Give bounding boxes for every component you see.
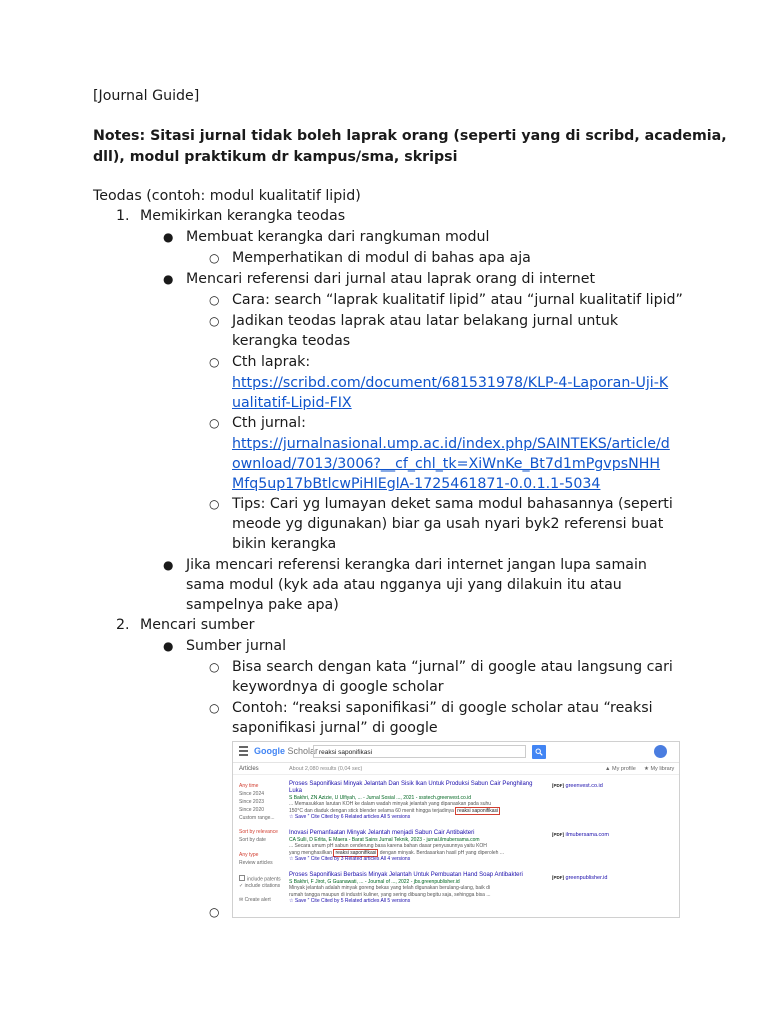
include-citations-option (239, 883, 280, 890)
search-icon (535, 748, 543, 756)
mail-icon: ✉ (239, 897, 244, 903)
list-item: Cth laprak: (232, 354, 311, 370)
pdf-link (552, 832, 609, 838)
result-actions: ☆ Save ” Cite Cited by 3 Related articles All 4 versions (289, 856, 411, 863)
logo-google-text: Google (254, 746, 285, 756)
filter-any-time: Any time (239, 783, 259, 789)
list-item: Cth jurnal: (232, 415, 306, 431)
laprak-link[interactable]: https://scribd.com/document/681531978/KLP-4-Laporan-Uji-K (232, 375, 669, 391)
filter-review-articles: Review articles (239, 860, 273, 866)
bullet-icon: ● (163, 272, 174, 286)
sort-relevance: Sort by relevance (239, 829, 278, 835)
include-patents-label: include patents (247, 876, 281, 883)
checkbox (239, 875, 245, 881)
pdf-domain: greenvest.co.id (565, 783, 603, 789)
my-library-link (644, 765, 674, 773)
notes-line-2: dll), modul praktikum dr kampus/sma, skripsi (93, 149, 458, 165)
circle-bullet-icon: ○ (209, 355, 220, 369)
my-profile-label: My profile (611, 766, 636, 772)
search-button (532, 745, 546, 759)
result-actions: ☆ Save ” Cite Cited by 5 Related articles All 5 versions (289, 898, 411, 905)
filter-any-type: Any type (239, 852, 259, 858)
filter-since-2024: Since 2024 (239, 791, 265, 797)
bullet-icon: ● (163, 558, 174, 572)
list-item: Contoh: “reaksi saponifikasi” di google scholar atau “reaksi (232, 700, 653, 716)
filter-since-2023: Since 2023 (239, 799, 265, 805)
list-item: Bisa search dengan kata “jurnal” di google atau langsung cari (232, 659, 673, 675)
result-snippet: ... Secara umum pH sabun cenderung basa karena bahan dasar penyusunnya yaitu KOH (289, 843, 487, 850)
list-item: Membuat kerangka dari rangkuman modul (186, 229, 490, 245)
notes-line-1: Notes: Sitasi jurnal tidak boleh laprak orang (seperti yang di scribd, academia, (93, 128, 727, 144)
list-item-continued: bikin kerangka (232, 536, 337, 552)
result-authors: CA Sulli, D Erlita, E Maera - Barat Sains Jurnal Teknik, 2023 - jurnal.ilmubersama.com (289, 837, 480, 843)
articles-label: Articles (239, 766, 259, 772)
google-scholar-screenshot (232, 741, 680, 918)
keyword-highlight: reaksi saponifikasi (457, 807, 499, 814)
pdf-link (552, 783, 603, 789)
snippet-text: 150°C dan diaduk dengan stick blender selama 60 menit hingga terjadinya (289, 807, 454, 814)
filter-custom-range: Custom range... (239, 815, 275, 821)
list-item-continued: sampelnya pake apa) (186, 597, 339, 613)
list-item-continued: saponifikasi jurnal” di google (232, 720, 438, 736)
checkmark-icon: ✓ (239, 883, 244, 889)
bullet-icon: ● (163, 639, 174, 653)
list-item: Cara: search “laprak kualitatif lipid” atau “jurnal kualitatif lipid” (232, 292, 683, 308)
results-count: About 2,080 results (0,04 sec) (289, 766, 363, 772)
bullet-icon: ● (163, 230, 174, 244)
jurnal-link-continued[interactable]: ownload/7013/3006?__cf_chl_tk=XiWnKe_Bt7d1mPgvpsNHH (232, 456, 661, 472)
result-snippet: ... Memasukkan larutan KOH ke dalam wadah minyak jelantah yang dipanaskan pada suhu (289, 801, 492, 808)
logo-scholar-text: Scholar (287, 746, 319, 756)
include-citations-label: include citations (244, 883, 281, 889)
scholar-logo (254, 746, 318, 756)
circle-bullet-icon: ○ (209, 416, 220, 430)
result-actions: ☆ Save ” Cite Cited by 6 Related articles All 5 versions (289, 814, 411, 821)
snippet-text: dengan minyak. Berdasarkan hasil pH yang diperoleh ... (379, 849, 504, 856)
step-2-text: Mencari sumber (140, 617, 255, 633)
filter-since-2020: Since 2020 (239, 807, 265, 813)
list-item: Mencari referensi dari jurnal atau laprak orang di internet (186, 271, 596, 287)
search-input: reaksi saponifikasi (313, 745, 526, 758)
list-item-continued: kerangka teodas (232, 333, 351, 349)
circle-bullet-icon: ○ (209, 905, 220, 919)
circle-bullet-icon: ○ (209, 701, 220, 715)
result-snippet: Minyak jelantah adalah minyak goreng bekas yang telah digunakan berulang-ulang, baik di (289, 885, 490, 892)
search-result (289, 830, 544, 863)
snippet-text: yang menghasilkan (289, 849, 333, 856)
result-title: Inovasi Pemanfaatan Minyak Jelantah menjadi Sabun Cair Antibakteri (289, 830, 475, 836)
list-item: Jadikan teodas laprak atau latar belakang jurnal untuk (232, 313, 619, 329)
doc-heading: [Journal Guide] (93, 88, 200, 104)
scholar-header (233, 742, 679, 763)
create-alert-label: Create alert (244, 897, 271, 903)
profile-icon: ▲ (605, 766, 611, 772)
star-icon: ★ (644, 766, 649, 772)
step-2-number: 2. (116, 617, 130, 633)
result-authors: S Bakhri, F Jirot, G Guanawati, ... - Journal of ..., 2022 - jbs.greenpublisher.id (289, 879, 460, 885)
circle-bullet-icon: ○ (209, 251, 220, 265)
menu-icon (239, 746, 248, 756)
pdf-tag: [PDF] (552, 875, 564, 880)
avatar (654, 745, 667, 758)
circle-bullet-icon: ○ (209, 293, 220, 307)
result-title: Proses Saponifikasi Minyak Jelantah Dan Sisik Ikan Untuk Produksi Sabun Cair Penghilang Luka (289, 781, 533, 794)
list-item-continued: meode yg digunakan) biar ga usah nyari byk2 referensi buat (232, 516, 664, 532)
pdf-tag: [PDF] (552, 783, 564, 788)
pdf-domain: ilmubersama.com (565, 832, 609, 838)
list-item: Sumber jurnal (186, 638, 287, 654)
search-result (289, 872, 544, 905)
sort-date: Sort by date (239, 837, 266, 843)
result-title: Proses Saponifikasi Berbasis Minyak Jelantah Untuk Pembuatan Hand Soap Antibakteri (289, 872, 523, 878)
jurnal-link[interactable]: https://jurnalnasional.ump.ac.id/index.php/SAINTEKS/article/d (232, 436, 670, 452)
circle-bullet-icon: ○ (209, 497, 220, 511)
divider (233, 774, 679, 775)
my-library-label: My library (650, 766, 675, 772)
circle-bullet-icon: ○ (209, 660, 220, 674)
jurnal-link-continued[interactable]: Mfq5up17bBtlcwPiHlEglA-1725461871-0.0.1.1-5034 (232, 476, 601, 492)
list-item: Tips: Cari yg lumayan deket sama modul bahasannya (seperti (232, 496, 673, 512)
keyword-highlight: reaksi saponifikasi (335, 849, 377, 856)
my-profile-link (605, 765, 636, 773)
list-item: Jika mencari referensi kerangka dari internet jangan lupa samain (186, 557, 647, 573)
list-item-continued: keywordnya di google scholar (232, 679, 444, 695)
laprak-link-continued[interactable]: ualitatif-Lipid-FIX (232, 395, 352, 411)
step-1-number: 1. (116, 208, 130, 224)
pdf-link (552, 875, 607, 881)
result-snippet: rumah tangga maupun di industri kuliner, yang sering dibuang begitu saja, sehingga bisa ... (289, 891, 491, 898)
section-title: Teodas (contoh: modul kualitatif lipid) (93, 188, 361, 204)
result-authors: S Bakhri, ZN Azizie, U Ulfiyah, ... - Jurnal Sosial ..., 2021 - ssstech.greenvest.co.id (289, 795, 472, 801)
pdf-domain: greenpublisher.id (565, 875, 608, 881)
create-alert-option (239, 897, 271, 904)
search-result (289, 781, 544, 821)
list-item-continued: sama modul (kyk ada atau ngganya uji yang dilakuin itu atau (186, 577, 622, 593)
step-1-text: Memikirkan kerangka teodas (140, 208, 346, 224)
list-item: Memperhatikan di modul di bahas apa aja (232, 250, 531, 266)
pdf-tag: [PDF] (552, 832, 564, 837)
circle-bullet-icon: ○ (209, 314, 220, 328)
